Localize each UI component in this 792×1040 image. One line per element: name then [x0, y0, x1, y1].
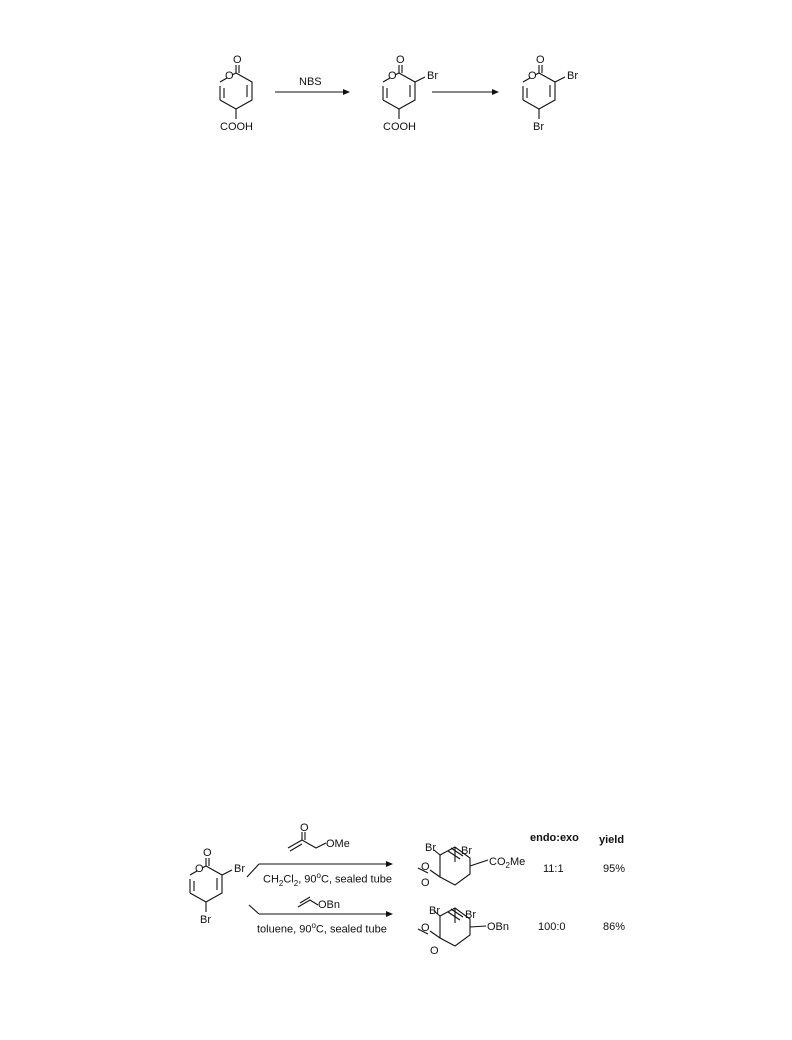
methyl-acrylate-bonds: [288, 832, 326, 851]
scheme1-prod-ring-oxygen: O: [528, 70, 537, 82]
product-bottom-carbonyl-oxygen: O: [421, 922, 430, 934]
table-header-yield: yield: [599, 834, 625, 846]
scheme2-sm-bromine-3: Br: [234, 863, 245, 875]
scheme1-int-ring-oxygen: O: [388, 70, 397, 82]
scheme1-prod-bromine-5: Br: [533, 121, 544, 133]
scheme1-arrow1: [275, 89, 350, 95]
product-bottom-ring-oxygen: O: [430, 945, 439, 957]
product-bottom-bromine-right: Br: [465, 909, 476, 921]
scheme1-int-carboxyl-label: COOH: [383, 121, 416, 133]
table-row1-ratio: 11:1: [543, 863, 564, 875]
scheme1-arrow1-reagent: NBS: [299, 76, 322, 88]
scheme2-sm-ring-oxygen: O: [195, 863, 204, 875]
table-row2-ratio: 100:0: [538, 921, 566, 933]
product-top-carbonyl-oxygen: O: [421, 861, 430, 873]
table-row1-yield: 95%: [603, 863, 626, 875]
benzyl-vinyl-ether-bonds: [298, 897, 318, 907]
table-header-endo-exo: endo:exo: [530, 832, 579, 844]
product-top-bromine-left: Br: [425, 842, 436, 854]
dienophile-top-carbonyl-oxygen: O: [300, 822, 309, 834]
conditions-bottom: toluene, 90$^o$C, sealed tube: [257, 921, 387, 936]
scheme1-prod-bromine-3: Br: [567, 70, 578, 82]
product-bottom-bromine-left: Br: [429, 905, 440, 917]
dienophile-top-ome: OMe: [326, 838, 350, 850]
scheme2-sm-carbonyl-oxygen: O: [203, 847, 212, 859]
scheme1-int-carbonyl-oxygen: O: [396, 54, 405, 66]
scheme1-prod-carbonyl-oxygen: O: [536, 54, 545, 66]
table-row2-yield: 86%: [603, 921, 626, 933]
product-top-bromine-right: Br: [461, 845, 472, 857]
conditions-top: $CH_2Cl_2$, 90$^o$C, sealed tube: [263, 871, 392, 888]
dienophile-bottom-obn: OBn: [318, 899, 341, 911]
scheme1-arrow2: [432, 89, 499, 95]
product-bottom-obn: OBn: [487, 921, 510, 933]
product-top-ester: $CO_2Me$: [489, 856, 526, 871]
scheme1-int-bromine: Br: [427, 70, 438, 82]
scheme1-sm-ring-oxygen: O: [225, 70, 234, 82]
product-top-ring-oxygen: O: [421, 877, 430, 889]
scheme2-sm-bromine-5: Br: [200, 914, 211, 926]
scheme1-sm-carbonyl-oxygen: O: [233, 54, 242, 66]
scheme1-sm-carboxyl-label: COOH: [220, 121, 253, 133]
